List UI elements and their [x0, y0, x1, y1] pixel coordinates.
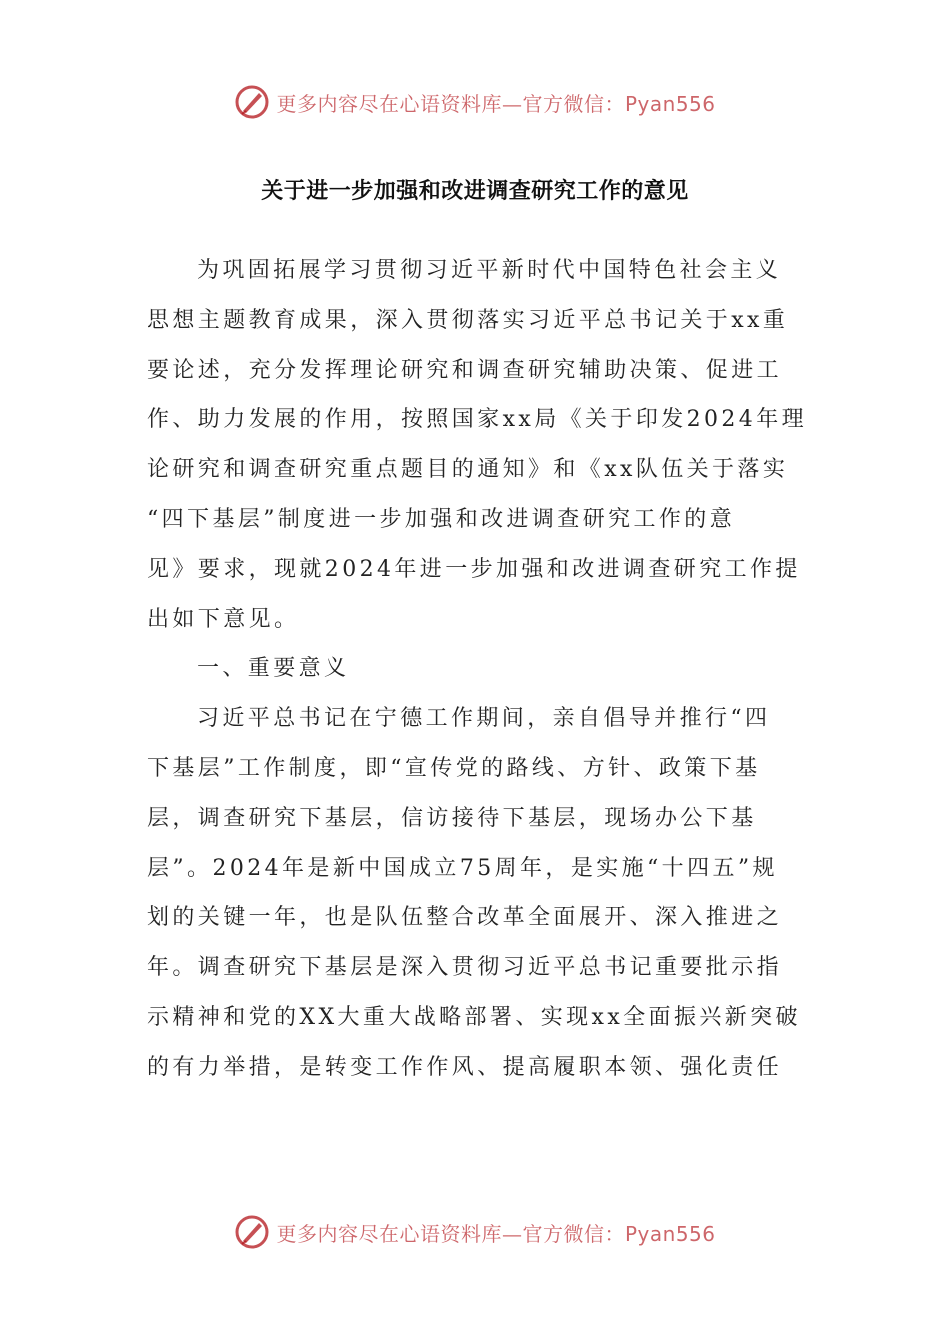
text-line: “四下基层”制度进一步加强和改进调查研究工作的意	[147, 506, 736, 532]
quill-logo-icon	[234, 84, 270, 120]
section-heading: 一、重要意义	[197, 656, 350, 682]
document-title: 关于进一步加强和改进调查研究工作的意见	[261, 179, 689, 204]
text-line: 的有力举措，是转变工作作风、提高履职本领、强化责任	[147, 1054, 783, 1080]
text-line: 下基层”工作制度，即“宣传党的路线、方针、政策下基	[147, 755, 761, 781]
text-line: 习近平总书记在宁德工作期间，亲自倡导并推行“四	[197, 706, 771, 732]
text-line: 划的关键一年，也是队伍整合改革全面展开、深入推进之	[147, 905, 783, 931]
text-line: 年。调查研究下基层是深入贯彻习近平总书记重要批示指	[147, 955, 783, 981]
header-watermark	[0, 82, 950, 122]
text-line: 作、助力发展的作用，按照国家xx局《关于印发2024年理	[147, 407, 808, 433]
text-line: 层”。2024年是新中国成立75周年，是实施“十四五”规	[147, 855, 778, 881]
watermark-text: 更多内容尽在心语资料库—官方微信：Pyan556	[276, 1221, 716, 1246]
text-line: 层，调查研究下基层，信访接待下基层，现场办公下基	[147, 805, 757, 831]
watermark-text: 更多内容尽在心语资料库—官方微信：Pyan556	[276, 91, 716, 116]
text-line: 见》要求，现就2024年进一步加强和改进调查研究工作提	[147, 556, 801, 582]
text-line: 出如下意见。	[147, 606, 300, 632]
text-line: 论研究和调查研究重点题目的通知》和《xx队伍关于落实	[147, 457, 789, 483]
text-line: 思想主题教育成果，深入贯彻落实习近平总书记关于xx重	[147, 307, 789, 333]
text-line: 为巩固拓展学习贯彻习近平新时代中国特色社会主义	[197, 258, 782, 283]
text-line: 示精神和党的XX大重大战略部署、实现xx全面振兴新突破	[147, 1004, 801, 1030]
document-body	[147, 246, 807, 1093]
text-line: 要论述，充分发挥理论研究和调查研究辅助决策、促进工	[147, 357, 783, 383]
quill-logo-icon	[234, 1214, 270, 1250]
footer-watermark	[0, 1212, 950, 1252]
